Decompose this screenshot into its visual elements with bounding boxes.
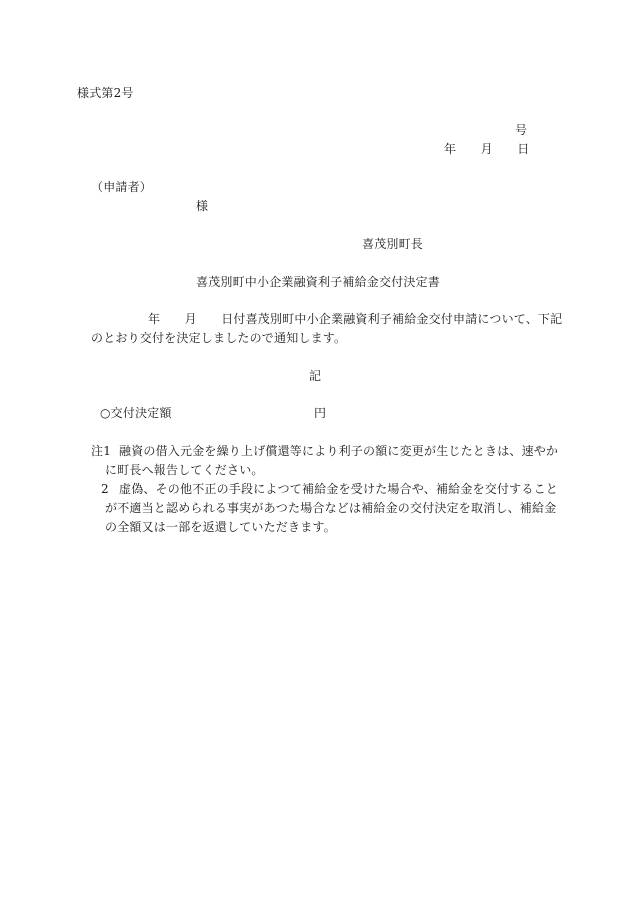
note-1-line-1: 融資の借入元金を繰り上げ償還等により利子の額に変更が生じたときは、速やか — [119, 444, 559, 458]
note-2-line-1: 虚偽、その他不正の手段によつて補給金を受けた場合や、補給金を交付すること — [119, 482, 558, 496]
issuer: 喜茂別町長 — [362, 237, 424, 251]
note-2-line-3: の全額又は一部を返還していただきます。 — [105, 520, 336, 534]
honorific: 様 — [196, 199, 209, 213]
decision-amount-label: ○交付決定額 — [100, 406, 172, 420]
note-1-line-2: に町長へ報告してください。 — [105, 463, 264, 477]
date-line: 年 月 日 — [444, 142, 530, 156]
applicant-label: （申請者） — [91, 180, 153, 194]
note-2-label: 2 — [101, 482, 109, 496]
form-number: 様式第2号 — [77, 86, 134, 100]
document-number-label: 号 — [515, 123, 528, 137]
note-1-label: 注1 — [91, 444, 112, 458]
document-title: 喜茂別町中小企業融資利子補給金交付決定書 — [196, 275, 441, 289]
body-line-2: のとおり交付を決定しましたので通知します。 — [91, 331, 347, 345]
body-line-1: 年 月 日付喜茂別町中小企業融資利子補給金交付申請について、下記 — [148, 312, 563, 326]
ki-heading: 記 — [309, 369, 322, 383]
note-2-line-2: が不適当と認められる事実があつた場合などは補給金の交付決定を取消し、補給金 — [105, 501, 557, 515]
decision-amount-unit: 円 — [314, 406, 327, 420]
